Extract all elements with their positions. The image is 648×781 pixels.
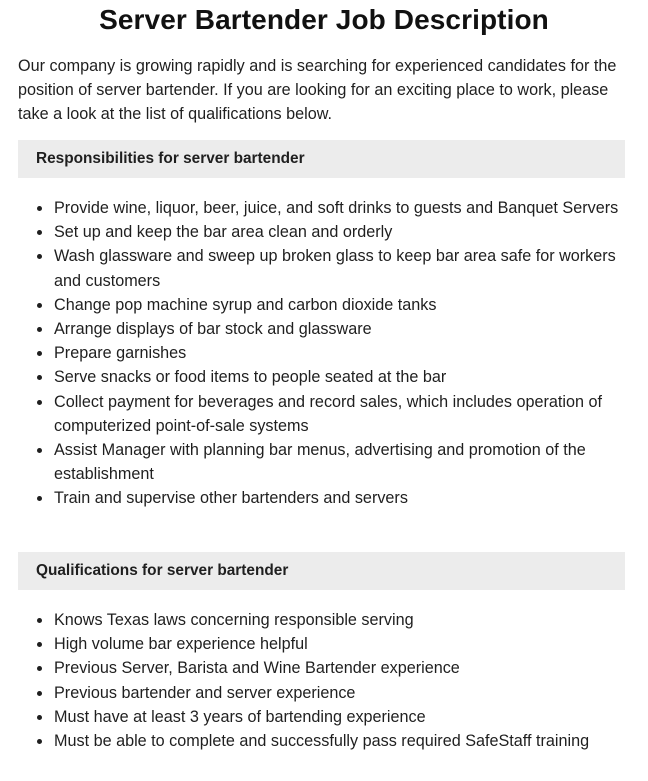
responsibilities-list — [18, 196, 630, 511]
responsibility-item: Train and supervise other bartenders and servers — [18, 486, 630, 510]
bullet-icon — [37, 496, 42, 501]
responsibility-item: Assist Manager with planning bar menus, advertising and promotion of the establishment — [18, 438, 630, 486]
bullet-icon — [37, 327, 42, 332]
responsibility-item: Serve snacks or food items to people seated at the bar — [18, 365, 630, 389]
bullet-icon — [37, 666, 42, 671]
responsibilities-heading: Responsibilities for server bartender — [18, 140, 625, 178]
responsibility-item: Wash glassware and sweep up broken glass to keep bar area safe for workers and customers — [18, 244, 630, 292]
responsibility-item: Arrange displays of bar stock and glassware — [18, 317, 630, 341]
responsibility-item: Collect payment for beverages and record sales, which includes operation of computerized point-of-sale systems — [18, 390, 630, 438]
bullet-icon — [37, 642, 42, 647]
qualifications-heading: Qualifications for server bartender — [18, 552, 625, 590]
bullet-icon — [37, 230, 42, 235]
qualification-item: Must have at least 3 years of bartending experience — [18, 705, 630, 729]
qualification-item: Knows Texas laws concerning responsible serving — [18, 608, 630, 632]
bullet-icon — [37, 618, 42, 623]
bullet-icon — [37, 303, 42, 308]
bullet-icon — [37, 254, 42, 259]
responsibility-item: Set up and keep the bar area clean and orderly — [18, 220, 630, 244]
qualification-item: Must be able to complete and successfully pass required SafeStaff training — [18, 729, 630, 753]
bullet-icon — [37, 206, 42, 211]
bullet-icon — [37, 739, 42, 744]
bullet-icon — [37, 400, 42, 405]
bullet-icon — [37, 715, 42, 720]
bullet-icon — [37, 691, 42, 696]
page-title: Server Bartender Job Description — [99, 4, 549, 35]
qualification-item: Previous Server, Barista and Wine Bartender experience — [18, 656, 630, 680]
qualifications-list — [18, 608, 630, 753]
responsibility-item: Prepare garnishes — [18, 341, 630, 365]
intro-paragraph: Our company is growing rapidly and is searching for experienced candidates for the position of server bartender. If you are looking for an exciting place to work, please take a look at the list of qualifications below. — [18, 57, 617, 124]
responsibility-item: Provide wine, liquor, beer, juice, and soft drinks to guests and Banquet Servers — [18, 196, 630, 220]
bullet-icon — [37, 351, 42, 356]
bullet-icon — [37, 375, 42, 380]
qualification-item: Previous bartender and server experience — [18, 681, 630, 705]
bullet-icon — [37, 448, 42, 453]
qualification-item: High volume bar experience helpful — [18, 632, 630, 656]
responsibility-item: Change pop machine syrup and carbon dioxide tanks — [18, 293, 630, 317]
